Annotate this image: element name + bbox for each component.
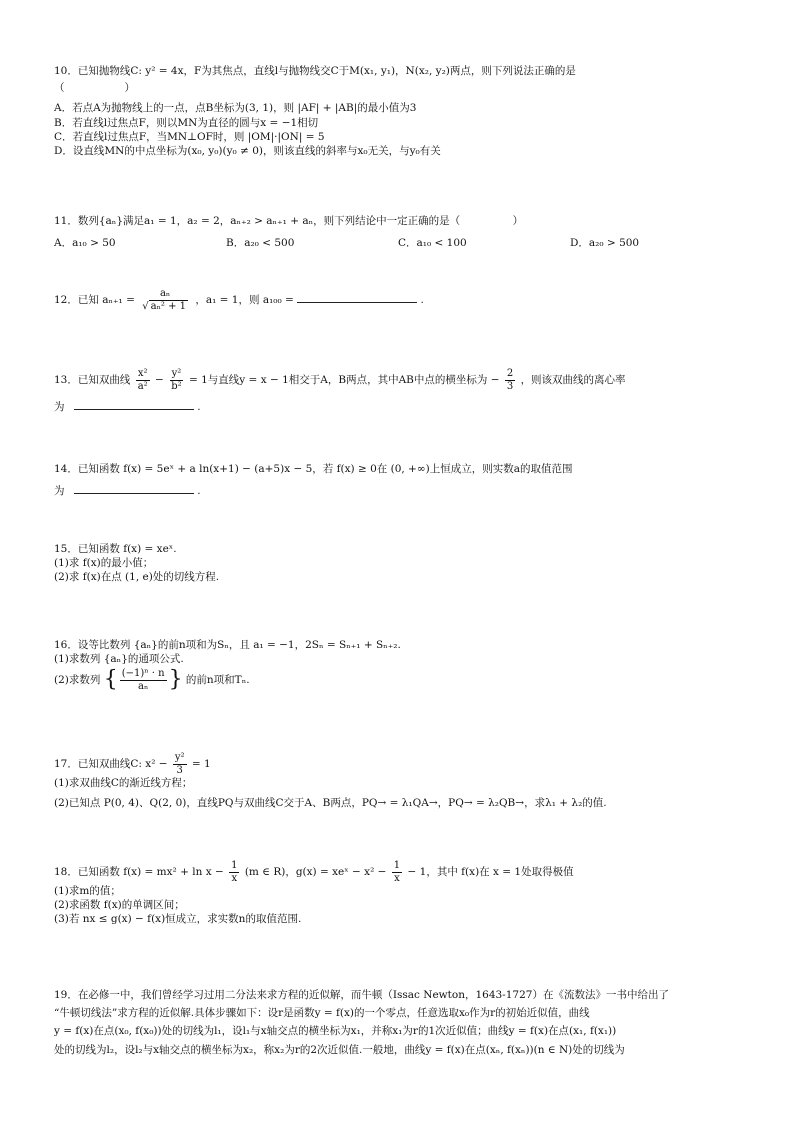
q13-prefix: 13．已知双曲线 — [54, 374, 131, 386]
q13-suffix: ，则该双曲线的离心率 — [520, 374, 626, 386]
q10-answer-paren: （ ） — [54, 82, 135, 95]
question-17: 17．已知双曲线C: x² − $\frac{\text{y²}}{3}$ = 1 (1)求双曲线C的渐近线方程； (2)已知点 P(0, 4)、Q(2, 0)，直线PQ与双曲线C交于A、B两点，PQ→ = λ₁QA→，PQ→ = λ₂QB→，求λ₁ + λ₂的值. — [54, 752, 744, 810]
q16-part-1: (1)求数列 {aₙ}的通项公式. — [54, 653, 184, 666]
q12-suffix: ，a₁ = 1，则 a₁₀₀ = — [195, 294, 294, 306]
q16-fraction: $\frac{\text{(−1)ⁿ · n}}{\text{aₙ}}$ — [121, 668, 165, 692]
question-16 — [54, 638, 744, 692]
q19-line-4: 处的切线为l₂，设l₂与x轴交点的横坐标为x₂，称x₂为r的2次近似值.一般地，曲线y = f(x)在点(xₙ, f(xₙ))(n ∈ N)处的切线为 — [54, 1043, 625, 1056]
q12-answer-blank[interactable] — [297, 291, 417, 303]
q13-fraction-2: $\frac{\text{y²}}{\text{b²}}$ — [171, 368, 182, 392]
q19-line-2: “牛顿切线法”求方程的近似解.具体步骤如下：设r是函数y = f(x)的一个零点，任意选取x₀作为r的初始近似值，曲线 — [54, 1007, 590, 1020]
q17-part-2: (2)已知点 P(0, 4)、Q(2, 0)，直线PQ与双曲线C交于A、B两点，PQ→ = λ₁QA→，PQ→ = λ₂QB→，求λ₁ + λ₂的值. — [54, 797, 607, 810]
q18-part-3: (3)若 nx ≤ g(x) − f(x)恒成立，求实数n的取值范围. — [54, 913, 302, 926]
q11-option-a: A．a₁₀ > 50 — [54, 237, 116, 250]
question-12: 12．已知 aₙ₊₁ = $\frac{\text{aₙ}}{\text{√ aₙ² + 1}}$ ，a₁ = 1，则 a₁₀₀ = . — [54, 288, 424, 312]
q16-part-2: (2)求数列 { $\frac{\text{(−1)ⁿ · n}}{\text{aₙ}}$ } 的前n项和Tₙ. — [54, 667, 250, 693]
q13-answer-blank[interactable] — [74, 398, 194, 410]
question-14: 14．已知函数 f(x) = 5eˣ + a ln(x+1) − (a+5)x − 5，若 f(x) ≥ 0在 (0, +∞)上恒成立，则实数a的取值范围 为 . — [54, 462, 744, 498]
q18-fraction-2: $\frac{1}{x}$ — [393, 860, 401, 884]
q15-part-2: (2)求 f(x)在点 (1, e)处的切线方程. — [54, 571, 220, 584]
q19-line-3: y = f(x)在点(x₀, f(x₀))处的切线为l₁，设l₁与x轴交点的横坐标为x₁，并称x₁为r的1次近似值；曲线y = f(x)在点(x₁, f(x₁)) — [54, 1025, 617, 1038]
q13-middle: = 1与直线y = x − 1相交于A，B两点，其中AB中点的横坐标为 − — [188, 374, 500, 386]
q18-part-2: (2)求函数 f(x)的单调区间； — [54, 899, 185, 912]
question-15 — [54, 542, 744, 585]
q15-stem: 15．已知函数 f(x) = xeˣ. — [54, 543, 177, 555]
q17-fraction: $\frac{\text{y²}}{3}$ — [174, 752, 185, 776]
q17-prefix: 17．已知双曲线C: x² − — [54, 758, 168, 770]
q12-fraction: $\frac{\text{aₙ}}{\text{√ aₙ² + 1}}$ — [142, 288, 187, 312]
q19-line-1: 19．在必修一中，我们曾经学习过用二分法来求方程的近似解，而牛顿（Issac Newton，1643-1727）在《流数法》一书中给出了 — [54, 989, 669, 1001]
q13-fraction-3: $\frac{2}{3}$ — [506, 368, 514, 392]
q11-option-b: B．a₂₀ < 500 — [226, 237, 295, 250]
q12-prefix: 12．已知 aₙ₊₁ = — [54, 294, 135, 306]
q18-prefix: 18．已知函数 f(x) = mx² + ln x − — [54, 866, 224, 878]
q11-stem: 11．数列{aₙ}满足a₁ = 1，a₂ = 2，aₙ₊₂ > aₙ₊₁ + aₙ，则下列结论中一定正确的是（ ） — [54, 215, 524, 227]
q10-option-d: D．设直线MN的中点坐标为(x₀, y₀)(y₀ ≠ 0)，则该直线的斜率与x₀无关，与y₀有关 — [54, 144, 441, 157]
q15-part-1: (1)求 f(x)的最小值； — [54, 557, 154, 570]
q10-option-b: B．若直线l过焦点F，则以MN为直径的圆与x = −1相切 — [54, 116, 319, 129]
q14-stem: 14．已知函数 f(x) = 5eˣ + a ln(x+1) − (a+5)x − 5，若 f(x) ≥ 0在 (0, +∞)上恒成立，则实数a的取值范围 — [54, 463, 573, 475]
q11-option-d: D．a₂₀ > 500 — [570, 237, 640, 250]
question-18: 18．已知函数 f(x) = mx² + ln x − $\frac{1}{x}$ (m ∈ R)，g(x) = xeˣ − x² − $\frac{1}{x}$ − 1，其中 f(x)在 x = 1处取得极值 (1)求m的值； (2)求函数 f(x)的单调区间； (3)若 nx ≤ g(x) − f(x)恒成立，求实数n的取值范围. — [54, 860, 744, 927]
q11-options — [54, 236, 744, 250]
q13-fraction-1: $\frac{\text{x²}}{\text{a²}}$ — [137, 368, 148, 392]
q18-fraction-1: $\frac{1}{x}$ — [231, 860, 238, 884]
question-10 — [54, 64, 744, 158]
q18-part-1: (1)求m的值； — [54, 885, 121, 897]
q11-option-c: C．a₁₀ < 100 — [398, 237, 467, 250]
q10-option-a: A．若点A为抛物线上的一点，点B坐标为(3, 1)，则 |AF| + |AB|的最小值为3 — [54, 102, 417, 115]
question-11 — [54, 214, 744, 250]
q10-stem: 10．已知抛物线C: y² = 4x，F为其焦点，直线l与抛物线交C于M(x₁, y₁)，N(x₂, y₂)两点，则下列说法正确的是 — [54, 65, 576, 77]
q17-part-1: (1)求双曲线C的渐近线方程； — [54, 777, 193, 789]
question-19 — [54, 988, 744, 1057]
q14-answer-blank[interactable] — [74, 482, 194, 494]
q10-option-c: C．若直线l过焦点F，当MN⊥OF时，则 |OM|·|ON| = 5 — [54, 130, 325, 143]
q16-stem: 16．设等比数列 {aₙ}的前n项和为Sₙ，且 a₁ = −1，2Sₙ = Sₙ₊₁ + Sₙ₊₂. — [54, 639, 401, 651]
question-13: 13．已知双曲线 $\frac{\text{x²}}{\text{a²}}$ − $\frac{\text{y²}}{\text{b²}}$ = 1与直线y = x − 1相交于A，B两点，其中AB中点的横坐标为 − $\frac{2}{3}$ ，则该双曲线的离心率 为 . — [54, 368, 626, 413]
